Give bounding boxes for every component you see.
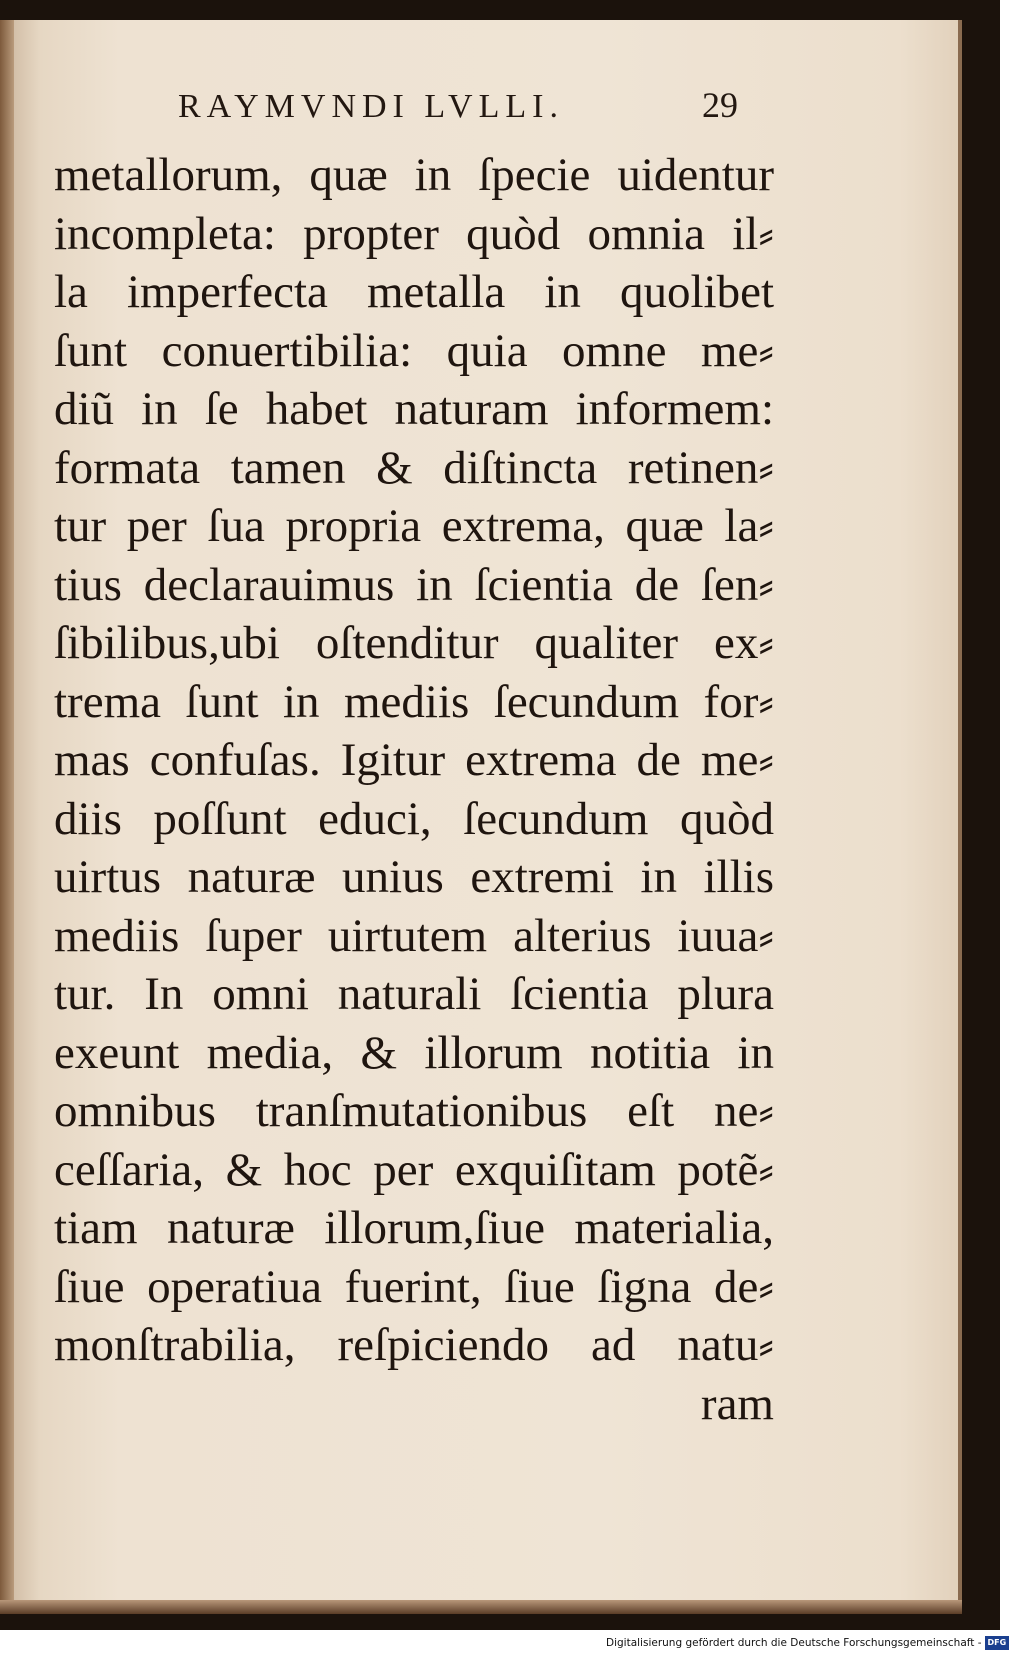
text-line: trema ſunt in mediis ſecundum for⸗	[54, 675, 774, 728]
text-line: mediis ſuper uirtutem alterius iuua⸗	[54, 909, 774, 962]
text-line: mas confuſas. Igitur extrema de me⸗	[54, 734, 774, 786]
page-gutter-edge	[0, 20, 14, 1610]
text-line: tius declarauimus in ſcientia de ſen⸗	[54, 558, 774, 611]
digitization-credit	[606, 1634, 1009, 1652]
text-line: ceſſaria, & hoc per exquiſitam potẽ⸗	[54, 1143, 774, 1196]
dfg-logo: DFG	[985, 1636, 1009, 1650]
text-line: ſiue operatiua fuerint, ſiue ſigna de⸗	[54, 1260, 774, 1313]
credit-text: Digitalisierung gefördert durch die Deutsche Forschungsgemeinschaft -	[606, 1637, 982, 1649]
catchword: ram	[700, 1377, 774, 1430]
text-line: ſibilibus,ubi oſtenditur qualiter ex⸗	[54, 617, 774, 669]
text-line: omnibus tranſmutationibus eſt ne⸗	[54, 1085, 774, 1137]
text-line: la imperfecta metalla in quolibet	[54, 266, 774, 318]
body-text	[54, 146, 774, 1433]
text-line: incompleta: propter quòd omnia il⸗	[54, 207, 774, 260]
text-line: metallorum, quæ in ſpecie uidentur	[54, 149, 774, 201]
text-line: monſtrabilia, reſpiciendo ad natu⸗	[54, 1319, 774, 1371]
running-head-title: RAYMVNDI LVLLI.	[178, 88, 564, 125]
text-line: diis poſſunt educi, ſecundum quòd	[54, 792, 774, 845]
text-line: tiam naturæ illorum,ſiue materialia,	[54, 1202, 774, 1254]
text-line: formata tamen & diſtincta retinen⸗	[54, 441, 774, 494]
text-line: tur. In omni naturali ſcientia plura	[54, 968, 774, 1020]
text-line: exeunt media, & illorum notitia in	[54, 1026, 774, 1079]
text-line: tur per ſua propria extrema, quæ la⸗	[54, 500, 774, 552]
text-line: uirtus naturæ unius extremi in illis	[54, 851, 774, 903]
text-line: ſunt conuertibilia: quia omne me⸗	[54, 324, 774, 377]
text-line: diũ in ſe habet naturam informem:	[54, 383, 774, 435]
page-number: 29	[702, 85, 738, 125]
page-bottom-edge	[0, 1600, 962, 1614]
